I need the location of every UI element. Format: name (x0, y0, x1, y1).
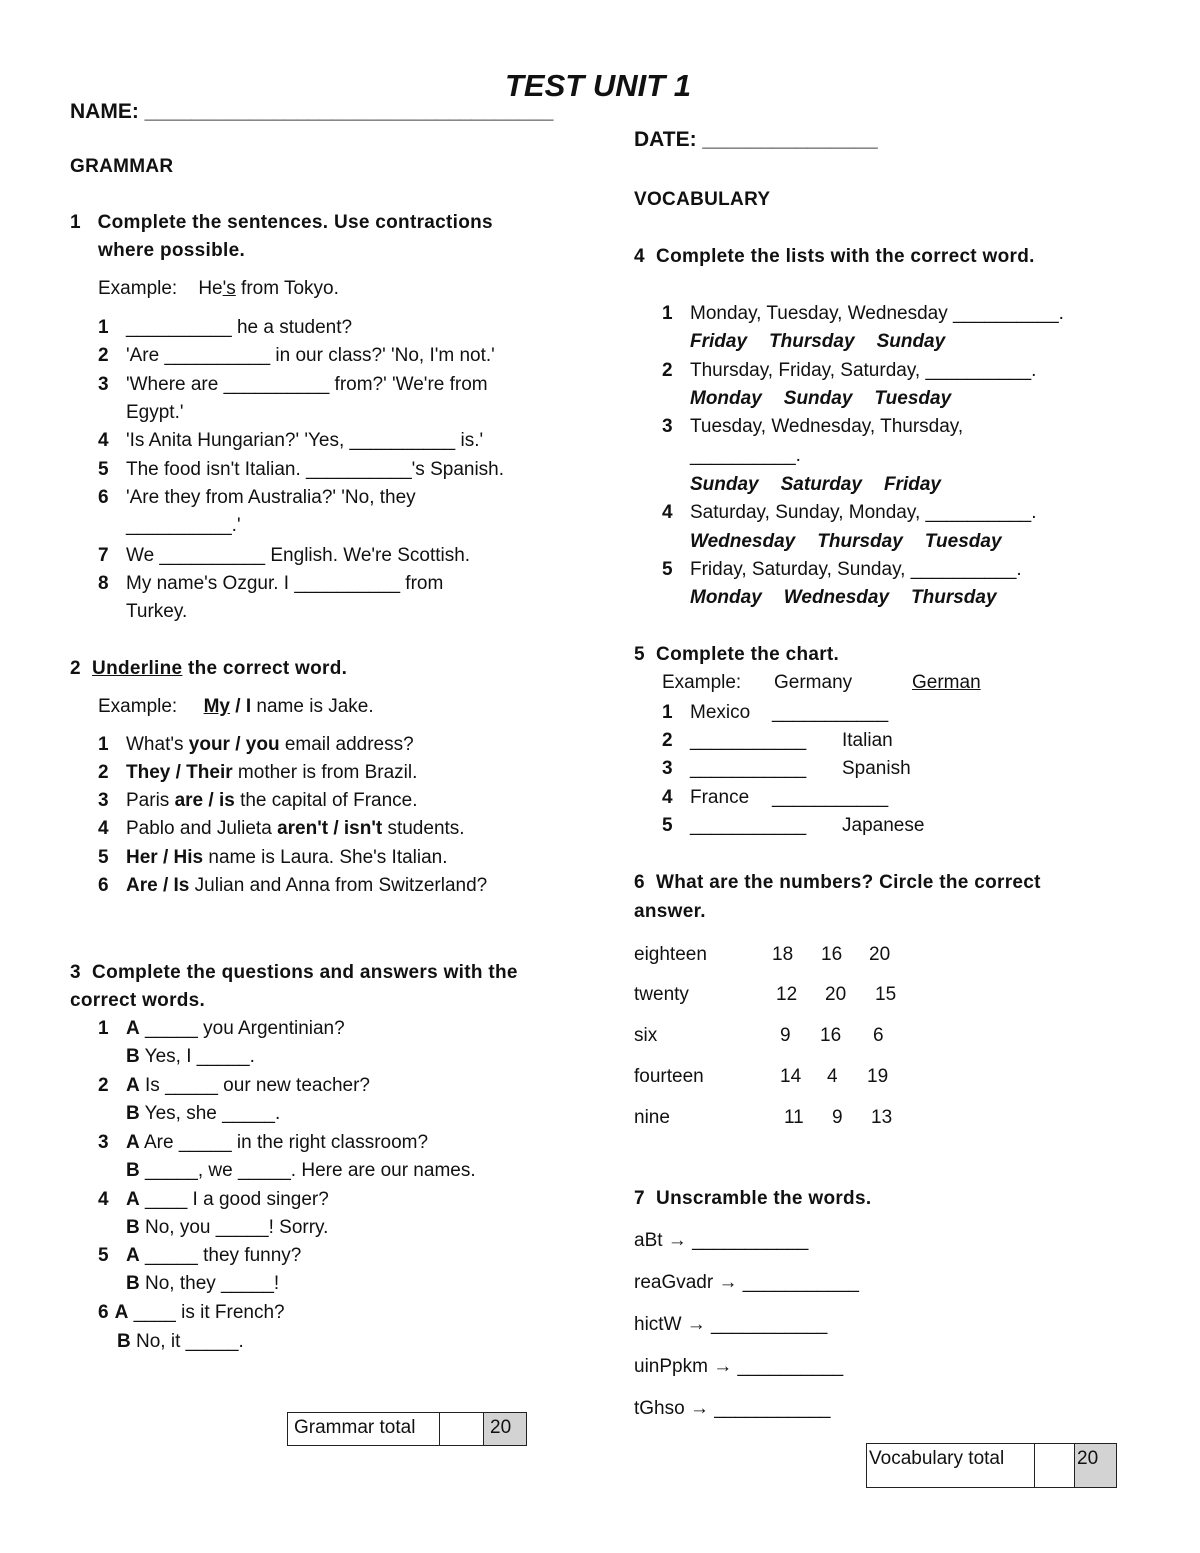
item-number: 1 (662, 702, 673, 723)
number-word: nine (634, 1107, 670, 1128)
answer-options (690, 474, 963, 496)
grammar-total-box (287, 1412, 527, 1446)
section-5-heading: 5 Complete the chart. (634, 644, 840, 665)
section-2-example: Example: My / I name is Jake. (98, 696, 374, 717)
exercise-item (662, 559, 1022, 581)
item-number: 4 (98, 430, 109, 451)
scrambled-word[interactable]: hictW → ___________ (634, 1314, 828, 1335)
exercise-item (662, 416, 963, 438)
option-word[interactable]: Friday (883, 474, 941, 495)
item-text: Friday, Saturday, Sunday, __________. (690, 559, 1022, 580)
vocabulary-total-label: Vocabulary total (867, 1444, 1035, 1487)
item-number: 6 (98, 875, 109, 896)
item-text: name is Laura. She's Italian. (203, 847, 448, 868)
answer-options (690, 587, 1019, 609)
option-word[interactable]: Monday (690, 388, 762, 409)
speaker-a-label: A (126, 1132, 140, 1153)
exercise-item (98, 345, 495, 367)
item-number: 5 (98, 847, 109, 868)
answer-options (690, 388, 973, 410)
option-word[interactable]: Sunday (690, 474, 759, 495)
question-text: _____ you Argentinian? (145, 1018, 345, 1039)
number-option[interactable]: 16 (820, 1025, 842, 1046)
vocabulary-total-score[interactable] (1035, 1444, 1075, 1487)
section-1-line-2: where possible. (98, 240, 246, 261)
number-word: eighteen (634, 944, 707, 965)
item-text: Paris (126, 790, 175, 811)
item-number: 5 (662, 815, 673, 836)
question-line (98, 1018, 345, 1040)
item-number: 4 (662, 787, 673, 808)
section-5-example-nationality: German (912, 672, 981, 693)
exercise-item (98, 487, 416, 509)
exercise-item[interactable] (98, 875, 487, 897)
answer-line (126, 1103, 280, 1125)
section-3-heading: 3 Complete the questions and answers with the (70, 962, 518, 983)
grammar-total-score[interactable] (440, 1413, 484, 1445)
item-number: 6 (98, 1302, 109, 1323)
exercise-item (662, 360, 1036, 382)
number-option[interactable]: 18 (772, 944, 794, 965)
question-text: ____ is it French? (133, 1302, 285, 1323)
chart-row (662, 815, 924, 837)
speaker-b-label: B (117, 1331, 131, 1352)
chart-right-cell: Spanish (842, 758, 911, 779)
speaker-a-label: A (126, 1075, 140, 1096)
item-number: 6 (98, 487, 109, 508)
chart-row (662, 730, 893, 752)
section-5-example-country: Germany (774, 672, 853, 693)
item-number: 2 (662, 360, 673, 381)
answer-line (126, 1046, 255, 1068)
section-5-example: Example: (662, 672, 742, 693)
answer-text: _____, we _____. Here are our names. (145, 1160, 476, 1181)
choice-options: Her / His (126, 847, 204, 868)
item-text: Pablo and Julieta (126, 818, 278, 839)
section-number: 1 (70, 212, 81, 233)
section-2-heading: 2 Underline the correct word. (70, 658, 348, 679)
answer-line (117, 1331, 244, 1353)
grammar-total-label: Grammar total (288, 1413, 440, 1445)
exercise-item (662, 502, 1036, 524)
item-number: 1 (662, 303, 673, 324)
question-text: _____ they funny? (145, 1245, 302, 1266)
chart-right-cell: ___________ (772, 787, 889, 808)
exercise-item[interactable] (98, 762, 417, 784)
item-text-continued: Egypt.' (126, 402, 184, 423)
answer-text: No, it _____. (136, 1331, 244, 1352)
exercise-item (98, 374, 488, 396)
vocabulary-total-box (866, 1443, 1117, 1488)
item-number: 5 (98, 459, 109, 480)
item-text: email address? (279, 734, 414, 755)
grammar-total-max: 20 (484, 1413, 526, 1445)
item-text: The food isn't Italian. __________'s Spanish. (126, 459, 505, 480)
exercise-item (662, 303, 1064, 325)
item-text: 'Is Anita Hungarian?' 'Yes, __________ is.' (126, 430, 484, 451)
speaker-b-label: B (126, 1273, 140, 1294)
item-number: 3 (98, 790, 109, 811)
section-1-line-1: Complete the sentences. Use contractions (97, 212, 493, 233)
section-4-heading: 4 Complete the lists with the correct word. (634, 246, 1035, 267)
choice-options: Are / Is (126, 875, 190, 896)
choice-options: your / you (188, 734, 280, 755)
item-number: 4 (98, 818, 109, 839)
number-option[interactable]: 16 (821, 944, 843, 965)
exercise-item[interactable] (98, 734, 414, 756)
answer-text: Yes, she _____. (144, 1103, 281, 1124)
item-number: 7 (98, 545, 109, 566)
choice-options: aren't / isn't (277, 818, 383, 839)
page-title: TEST UNIT 1 (504, 68, 691, 103)
speaker-b-label: B (126, 1217, 140, 1238)
chart-row (662, 787, 888, 809)
item-number: 2 (662, 730, 673, 751)
question-text: Is _____ our new teacher? (145, 1075, 371, 1096)
option-word[interactable]: Thursday (911, 587, 997, 608)
exercise-item (98, 430, 483, 452)
option-word[interactable]: Sunday (876, 331, 946, 352)
item-text: Tuesday, Wednesday, Thursday, (690, 416, 964, 437)
item-text: students. (382, 818, 465, 839)
question-line (98, 1075, 370, 1097)
option-word[interactable]: Wednesday (783, 587, 890, 608)
answer-text: No, they _____! (145, 1273, 280, 1294)
chart-right-cell: Italian (842, 730, 893, 751)
chart-row (662, 702, 888, 724)
item-number: 2 (98, 1075, 109, 1096)
section-6-line-2: answer. (634, 901, 706, 922)
number-option[interactable]: 15 (875, 984, 897, 1005)
item-number: 8 (98, 573, 109, 594)
option-word[interactable]: Friday (690, 331, 748, 352)
number-word: twenty (634, 984, 689, 1005)
item-number: 4 (98, 1189, 109, 1210)
chart-left-cell: Mexico (690, 702, 751, 723)
section-3-line-2: correct words. (70, 990, 206, 1011)
option-word[interactable]: Monday (690, 587, 762, 608)
answer-line (126, 1160, 476, 1182)
item-text: __________ he a student? (126, 317, 353, 338)
item-number: 1 (98, 734, 109, 755)
item-number: 2 (98, 762, 109, 783)
scrambled-word[interactable]: reaGvadr → ___________ (634, 1272, 859, 1293)
exercise-item[interactable] (98, 847, 448, 869)
item-text: Julian and Anna from Switzerland? (189, 875, 488, 896)
item-text-continued: __________.' (126, 515, 241, 536)
option-word[interactable]: Sunday (783, 388, 853, 409)
question-line (98, 1302, 285, 1324)
answer-text: Yes, I _____. (144, 1046, 255, 1067)
item-number: 1 (98, 317, 109, 338)
option-word[interactable]: Wednesday (690, 531, 796, 552)
item-text: the capital of France. (234, 790, 418, 811)
scrambled-word[interactable]: uinPpkm → __________ (634, 1356, 844, 1377)
speaker-a-label: A (126, 1245, 140, 1266)
question-text: Are _____ in the right classroom? (143, 1132, 429, 1153)
number-option[interactable]: 20 (825, 984, 847, 1005)
exercise-item[interactable] (98, 790, 418, 812)
item-number: 5 (662, 559, 673, 580)
date-field[interactable]: DATE: _______________ (634, 128, 878, 151)
speaker-b-label: B (126, 1103, 140, 1124)
grammar-heading: GRAMMAR (70, 156, 174, 177)
speaker-a-label: A (126, 1189, 140, 1210)
item-text: mother is from Brazil. (232, 762, 418, 783)
answer-line (126, 1217, 328, 1239)
item-number: 3 (662, 416, 673, 437)
section-6-heading: 6 What are the numbers? Circle the correct (634, 872, 1041, 893)
exercise-item[interactable] (98, 818, 465, 840)
answer-text: No, you _____! Sorry. (145, 1217, 329, 1238)
option-word[interactable]: Thursday (817, 531, 903, 552)
item-text: My name's Ozgur. I __________ from (126, 573, 444, 594)
item-text: Saturday, Sunday, Monday, __________. (690, 502, 1037, 523)
item-number: 4 (662, 502, 673, 523)
number-option[interactable]: 14 (780, 1066, 802, 1087)
chart-left-cell: ___________ (690, 730, 807, 751)
scrambled-word[interactable]: tGhso → ___________ (634, 1398, 831, 1419)
answer-options (690, 331, 967, 353)
number-option[interactable]: 20 (869, 944, 891, 965)
scrambled-word[interactable]: aBt → ___________ (634, 1230, 809, 1251)
option-word[interactable]: Tuesday (924, 531, 1002, 552)
number-option[interactable]: 9 (832, 1107, 843, 1128)
item-text-continued: Turkey. (126, 601, 188, 622)
speaker-b-label: B (126, 1160, 140, 1181)
exercise-item (98, 459, 504, 481)
chart-right-cell: ___________ (772, 702, 889, 723)
item-number: 3 (98, 374, 109, 395)
item-text: Thursday, Friday, Saturday, __________. (690, 360, 1037, 381)
chart-left-cell: ___________ (690, 758, 807, 779)
chart-left-cell: ___________ (690, 815, 807, 836)
chart-left-cell: France (690, 787, 750, 808)
number-option[interactable]: 12 (776, 984, 798, 1005)
vocabulary-total-max: 20 (1075, 1444, 1116, 1487)
item-text: 'Are __________ in our class?' 'No, I'm not.' (126, 345, 495, 366)
number-word: six (634, 1025, 658, 1046)
name-field[interactable]: NAME: ___________________________________ (70, 100, 554, 123)
item-text: 'Are they from Australia?' 'No, they (126, 487, 416, 508)
item-text: Monday, Tuesday, Wednesday __________. (690, 303, 1064, 324)
item-number: 3 (98, 1132, 109, 1153)
option-word[interactable]: Tuesday (874, 388, 952, 409)
chart-right-cell: Japanese (842, 815, 925, 836)
choice-options: are / is (174, 790, 235, 811)
item-number: 5 (98, 1245, 109, 1266)
vocabulary-heading: VOCABULARY (634, 189, 771, 210)
item-text-continued: __________. (690, 445, 801, 466)
exercise-item (98, 317, 352, 339)
number-word: fourteen (634, 1066, 704, 1087)
item-number: 3 (662, 758, 673, 779)
exercise-item (98, 545, 470, 567)
item-text: What's (126, 734, 189, 755)
number-option[interactable]: 4 (827, 1066, 838, 1087)
number-option[interactable]: 19 (867, 1066, 889, 1087)
section-7-heading: 7 Unscramble the words. (634, 1188, 872, 1209)
section-1-heading (70, 212, 493, 234)
speaker-b-label: B (126, 1046, 140, 1067)
number-option[interactable]: 13 (871, 1107, 893, 1128)
speaker-a-label: A (126, 1018, 140, 1039)
option-word[interactable]: Saturday (780, 474, 862, 495)
item-number: 2 (98, 345, 109, 366)
item-number: 1 (98, 1018, 109, 1039)
item-text: 'Where are __________ from?' 'We're from (126, 374, 488, 395)
chart-row (662, 758, 911, 780)
question-line (98, 1189, 329, 1211)
exercise-item (98, 573, 443, 595)
number-option[interactable]: 9 (780, 1025, 791, 1046)
number-option[interactable]: 11 (784, 1107, 804, 1128)
question-line (98, 1245, 301, 1267)
answer-line (126, 1273, 279, 1295)
number-option[interactable]: 6 (873, 1025, 884, 1046)
choice-options: They / Their (126, 762, 233, 783)
option-word[interactable]: Thursday (769, 331, 855, 352)
speaker-a-label: A (114, 1302, 129, 1323)
section-1-example: Example: He's from Tokyo. (98, 278, 339, 299)
item-text: We __________ English. We're Scottish. (126, 545, 471, 566)
question-line (98, 1132, 428, 1154)
question-text: ____ I a good singer? (145, 1189, 329, 1210)
answer-options (690, 531, 1024, 553)
